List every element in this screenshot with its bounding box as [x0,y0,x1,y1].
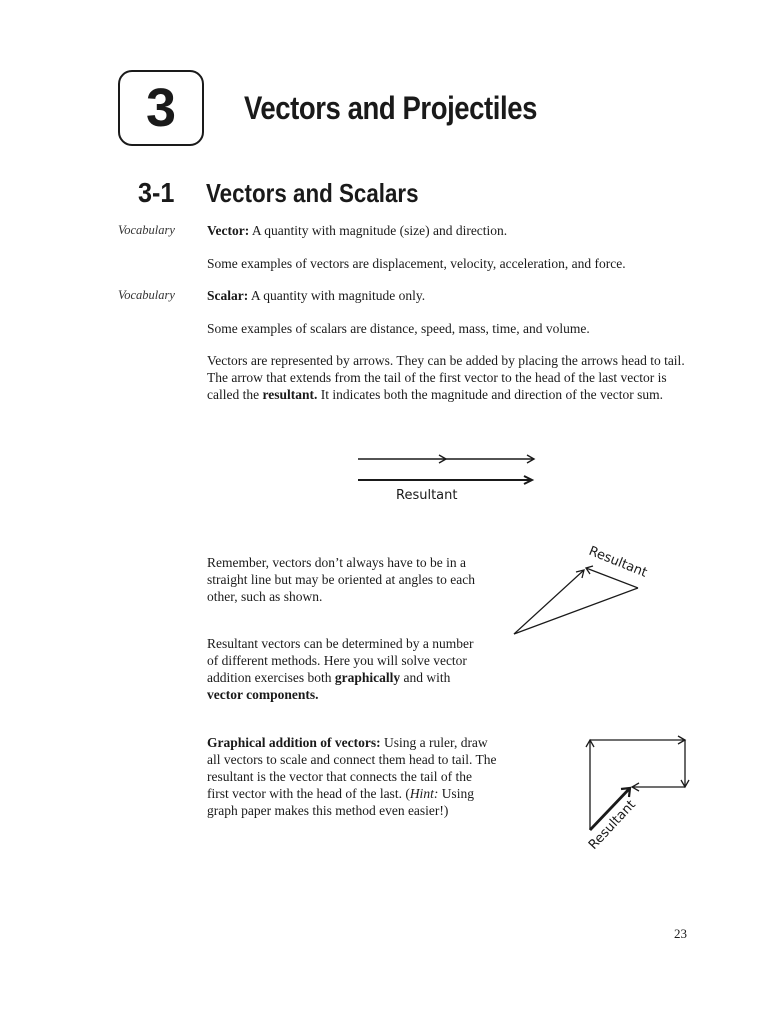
hint-label: Hint: [409,786,439,801]
chapter-title: Vectors and Projectiles [244,90,537,126]
graphical-text-1: Using a ruler, draw all vectors to scale and connect them head to tail. The resultant is the vector that connects the tail of the first vector with the head of the last. ( [207,735,497,801]
arrows-text-1: Vectors are represented by arrows. They can be added by placing the arrows head to tail. The arrow that extends from the tail of the first vector to the head of the last vector is called the [207,353,685,402]
graphical-addition-term: Graphical addition of vectors: [207,735,381,750]
page-number: 23 [674,926,687,941]
vector-examples: Some examples of vectors are displacement, velocity, acceleration, and force. [207,256,626,271]
vector-term: Vector: [207,223,250,238]
vector-components-term: vector components. [207,687,319,702]
resultant-term: resultant. [262,387,318,402]
scalar-definition-text: A quantity with magnitude only. [248,288,426,303]
chapter-number: 3 [145,78,177,138]
graphical-addition-paragraph [207,734,497,819]
resultant-arrow [514,570,584,634]
vector-arrow-1 [514,588,638,634]
resultant-label: Resultant [586,543,650,581]
arrows-text-2: It indicates both the magnitude and direction of the vector sum. [317,387,664,402]
graphical-text-2: Using graph paper makes this method even easier!) [207,786,474,818]
vector-definition-text: A quantity with magnitude (size) and direction. [249,223,508,238]
arrows-paragraph [207,352,697,403]
scalar-examples: Some examples of scalars are distance, speed, mass, time, and volume. [207,321,590,336]
section-number: 3-1 [138,177,175,208]
angled-vector-diagram [500,540,670,650]
graphically-term: graphically [334,670,401,685]
methods-text-1: Resultant vectors can be determined by a number of different methods. Here you will solve vector addition exercises both [207,636,474,685]
remember-paragraph: Remember, vectors don’t always have to be in a straight line but may be oriented at angles to each other, such as shown. [207,555,476,604]
section-title: Vectors and Scalars [206,178,419,208]
methods-paragraph [207,635,477,703]
scalar-definition [207,287,697,304]
resultant-label: Resultant [585,797,639,853]
chapter-number-box [118,70,204,146]
methods-text-2: and with [400,670,451,685]
vocabulary-margin-label: Vocabulary [118,288,175,302]
graphical-addition-diagram [560,728,700,858]
resultant-label: Resultant [396,488,458,503]
straight-vector-diagram [350,448,550,508]
vocabulary-margin-label: Vocabulary [118,223,175,237]
scalar-term: Scalar: [207,288,249,303]
vector-definition [207,222,697,239]
